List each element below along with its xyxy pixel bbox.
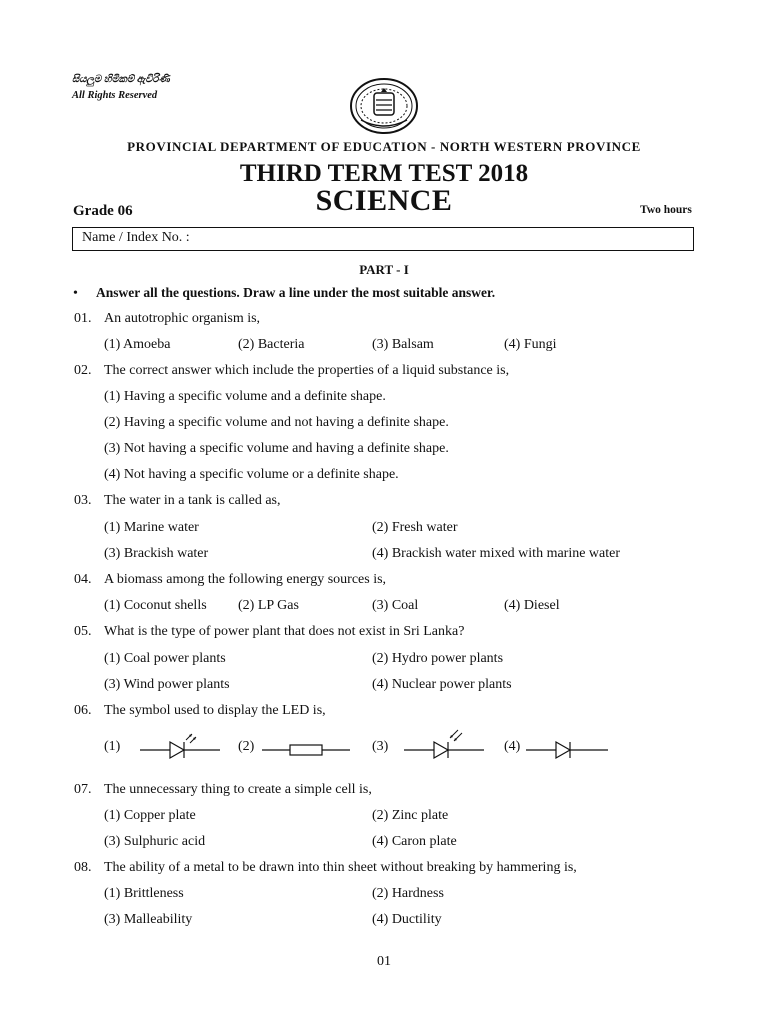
answer-option[interactable]: (3) Brackish water: [104, 546, 209, 561]
resistor-symbol-icon: [262, 740, 352, 760]
question-number: 04.: [74, 572, 92, 587]
answer-option[interactable]: (2) Zinc plate: [372, 808, 449, 823]
answer-option[interactable]: (1) Marine water: [104, 520, 199, 535]
answer-option[interactable]: (4) Nuclear power plants: [372, 677, 512, 692]
sinhala-rights-text: සියලුම හිමිකම් ඇවිරිණි: [72, 74, 170, 85]
rights-reserved-text: All Rights Reserved: [72, 90, 158, 101]
question-text: The water in a tank is called as,: [104, 493, 281, 508]
answer-option[interactable]: (3) Coal: [372, 598, 419, 613]
led-emitting-symbol-icon: [140, 734, 224, 764]
question-text: A biomass among the following energy sources is,: [104, 572, 387, 587]
answer-option[interactable]: (4): [504, 739, 521, 754]
question-number: 06.: [74, 703, 92, 718]
answer-option[interactable]: (1) Brittleness: [104, 886, 184, 901]
test-title: THIRD TERM TEST 2018: [239, 160, 529, 187]
question-number: 02.: [74, 363, 92, 378]
answer-option[interactable]: (3) Malleability: [104, 912, 193, 927]
question-number: 01.: [74, 311, 92, 326]
part-heading: PART - I: [359, 262, 409, 277]
question-text: An autotrophic organism is,: [104, 311, 261, 326]
page-number: 01: [377, 954, 391, 969]
answer-option[interactable]: (3) Balsam: [372, 337, 434, 352]
department-title: PROVINCIAL DEPARTMENT OF EDUCATION - NORTH WESTERN PROVINCE: [127, 139, 641, 154]
answer-option[interactable]: (2) LP Gas: [238, 598, 299, 613]
answer-option[interactable]: (1): [104, 739, 121, 754]
instruction-text: Answer all the questions. Draw a line under the most suitable answer.: [96, 285, 496, 300]
answer-option[interactable]: (4) Brackish water mixed with marine water: [372, 546, 621, 561]
answer-option[interactable]: (4) Caron plate: [372, 834, 457, 849]
question-number: 05.: [74, 624, 92, 639]
answer-option[interactable]: (4) Fungi: [504, 337, 557, 352]
answer-option[interactable]: (2) Hardness: [372, 886, 444, 901]
duration-label: Two hours: [640, 204, 692, 216]
answer-option[interactable]: (3) Wind power plants: [104, 677, 230, 692]
question-text: The unnecessary thing to create a simple cell is,: [104, 782, 372, 797]
answer-option[interactable]: (2) Having a specific volume and not having a definite shape.: [104, 415, 449, 430]
answer-option[interactable]: (1) Copper plate: [104, 808, 196, 823]
question-text: The correct answer which include the properties of a liquid substance is,: [104, 363, 510, 378]
subject-title: SCIENCE: [315, 184, 453, 217]
answer-option[interactable]: (4) Diesel: [504, 598, 560, 613]
question-number: 08.: [74, 860, 92, 875]
diode-symbol-icon: [526, 737, 610, 763]
grade-label: Grade 06: [73, 203, 133, 219]
answer-option[interactable]: (3): [372, 739, 389, 754]
question-number: 03.: [74, 493, 92, 508]
answer-option[interactable]: (3) Not having a specific volume and having a definite shape.: [104, 441, 449, 456]
answer-option[interactable]: (1) Amoeba: [104, 337, 171, 352]
bullet-icon: •: [73, 286, 78, 301]
answer-option[interactable]: (1) Coconut shells: [104, 598, 207, 613]
education-department-emblem-icon: [347, 76, 421, 136]
answer-option[interactable]: (4) Ductility: [372, 912, 442, 927]
answer-option[interactable]: (2) Fresh water: [372, 520, 458, 535]
name-index-label: Name / Index No. :: [82, 230, 190, 245]
answer-option[interactable]: (1) Having a specific volume and a definite shape.: [104, 389, 386, 404]
answer-option[interactable]: (2) Bacteria: [238, 337, 305, 352]
answer-option[interactable]: (1) Coal power plants: [104, 651, 226, 666]
question-text: The ability of a metal to be drawn into thin sheet without breaking by hammering is,: [104, 860, 577, 875]
photodiode-symbol-icon: [404, 728, 488, 764]
answer-option[interactable]: (4) Not having a specific volume or a definite shape.: [104, 467, 399, 482]
answer-option[interactable]: (2): [238, 739, 255, 754]
answer-option[interactable]: (2) Hydro power plants: [372, 651, 504, 666]
answer-option[interactable]: (3) Sulphuric acid: [104, 834, 206, 849]
question-number: 07.: [74, 782, 92, 797]
question-text: What is the type of power plant that does not exist in Sri Lanka?: [104, 624, 465, 639]
question-text: The symbol used to display the LED is,: [104, 703, 326, 718]
